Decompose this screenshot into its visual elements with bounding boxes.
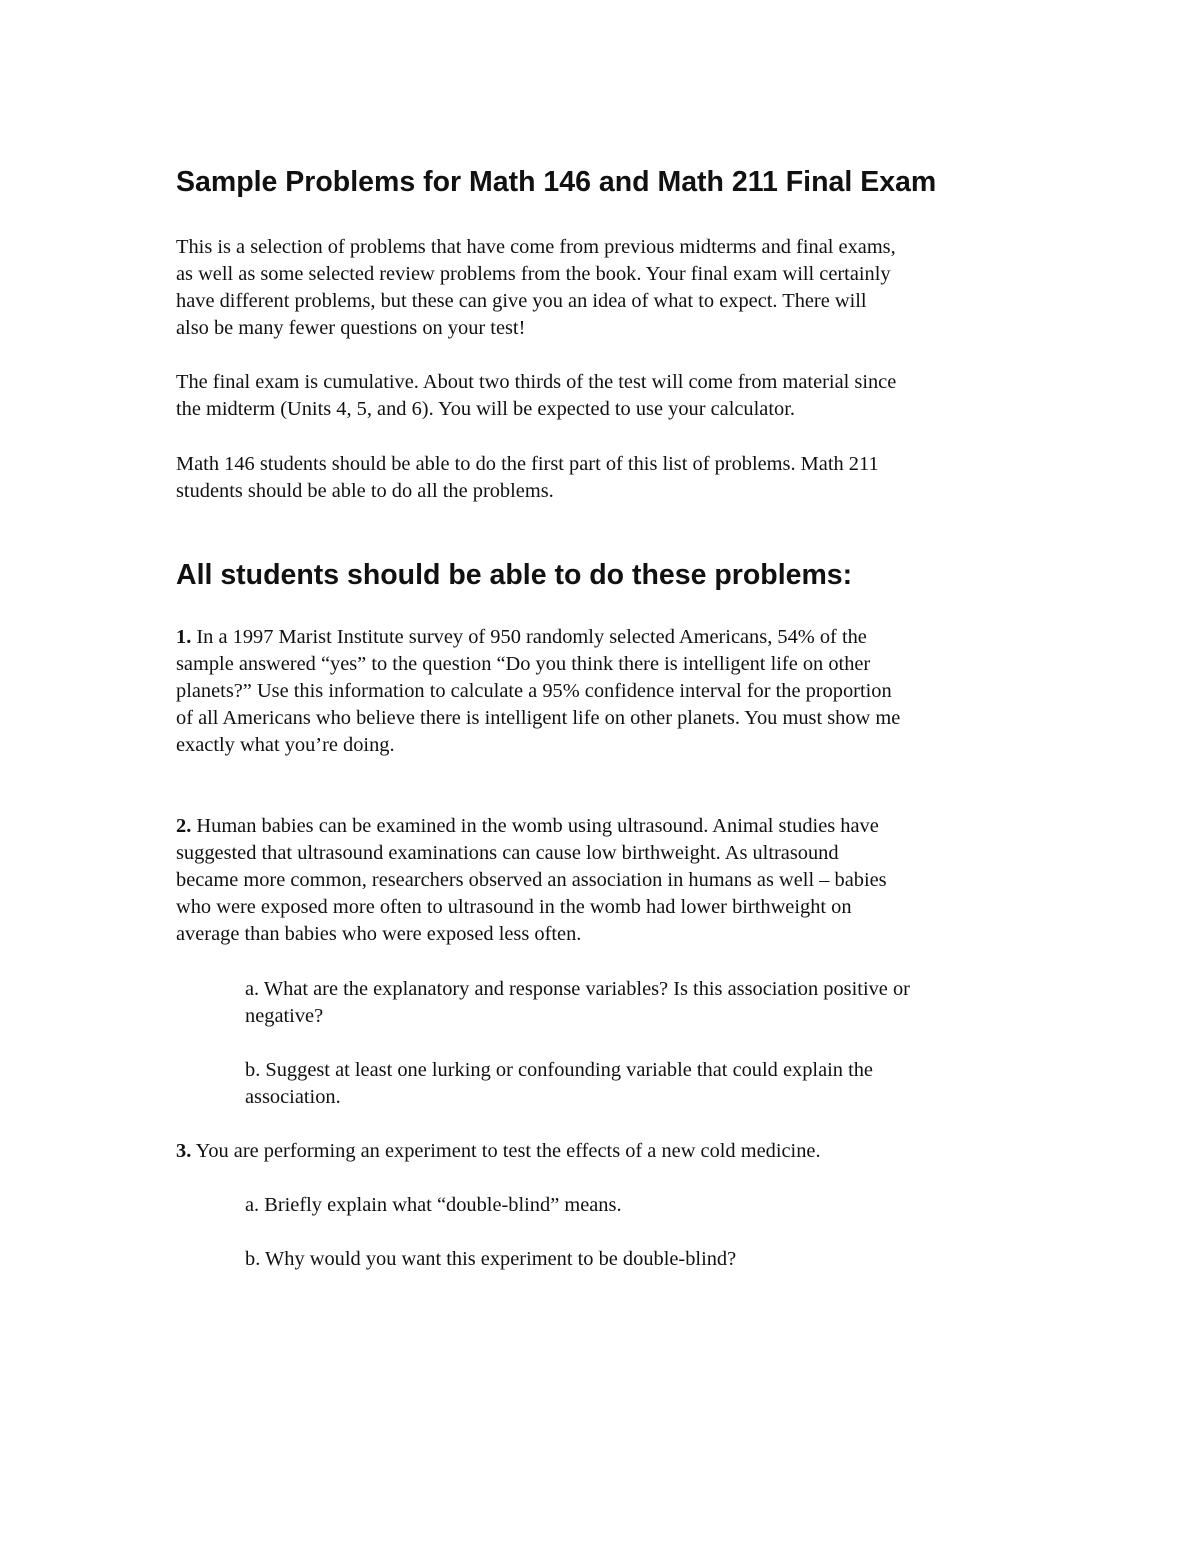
problem-2 [176, 813, 887, 948]
problem-2-part-b [245, 1057, 873, 1111]
text-line: suggested that ultrasound examinations can cause low birthweight. As ultrasound [176, 842, 839, 864]
intro-paragraph-cumulative [176, 369, 896, 423]
problem-first-line [176, 624, 900, 651]
text-line: b. Why would you want this experiment to be double-blind? [245, 1248, 737, 1270]
text-line: average than babies who were exposed less often. [176, 923, 582, 945]
text-line: of all Americans who believe there is intelligent life on other planets. You must show me [176, 707, 901, 729]
text-line: students should be able to do all the problems. [176, 480, 554, 502]
intro-paragraph-selection [176, 234, 896, 342]
text-line: exactly what you’re doing. [176, 734, 395, 756]
problem-1 [176, 624, 900, 759]
problem-first-line [176, 813, 887, 840]
text-line: sample answered “yes” to the question “Do you think there is intelligent life on other [176, 653, 871, 675]
problem-number: 1. [176, 626, 192, 648]
problem-number: 2. [176, 815, 192, 837]
problem-first-line [176, 1138, 821, 1165]
problem-number: 3. [176, 1140, 192, 1162]
page-title: Sample Problems for Math 146 and Math 211 Final Exam [176, 166, 937, 198]
text-line: who were exposed more often to ultrasound in the womb had lower birthweight on [176, 896, 852, 918]
text-line: a. What are the explanatory and response variables? Is this association positive or [245, 978, 910, 1000]
problem-3-part-b [245, 1246, 736, 1273]
text-line: have different problems, but these can give you an idea of what to expect. There will [176, 290, 867, 312]
text-line: a. Briefly explain what “double-blind” means. [245, 1194, 622, 1216]
text-line: the midterm (Units 4, 5, and 6). You will be expected to use your calculator. [176, 398, 795, 420]
problem-3 [176, 1138, 821, 1165]
text-line: as well as some selected review problems from the book. Your final exam will certainly [176, 263, 891, 285]
text-line: negative? [245, 1005, 324, 1027]
text-line: This is a selection of problems that have come from previous midterms and final exams, [176, 236, 896, 258]
text-line: association. [245, 1086, 341, 1108]
text-line: Math 146 students should be able to do the first part of this list of problems. Math 211 [176, 453, 879, 475]
problem-2-part-a [245, 976, 910, 1030]
text-line: also be many fewer questions on your test! [176, 317, 526, 339]
problem-text: In a 1997 Marist Institute survey of 950 randomly selected Americans, 54% of the [191, 626, 867, 648]
problem-text: You are performing an experiment to test the effects of a new cold medicine. [191, 1140, 821, 1162]
section-heading: All students should be able to do these problems: [176, 559, 853, 591]
problem-text: Human babies can be examined in the womb using ultrasound. Animal studies have [191, 815, 879, 837]
text-line: b. Suggest at least one lurking or confounding variable that could explain the [245, 1059, 873, 1081]
text-line: planets?” Use this information to calculate a 95% confidence interval for the proportion [176, 680, 892, 702]
intro-paragraph-students [176, 451, 879, 505]
text-line: The final exam is cumulative. About two thirds of the test will come from material since [176, 371, 897, 393]
text-line: became more common, researchers observed an association in humans as well – babies [176, 869, 887, 891]
problem-3-part-a [245, 1192, 622, 1219]
